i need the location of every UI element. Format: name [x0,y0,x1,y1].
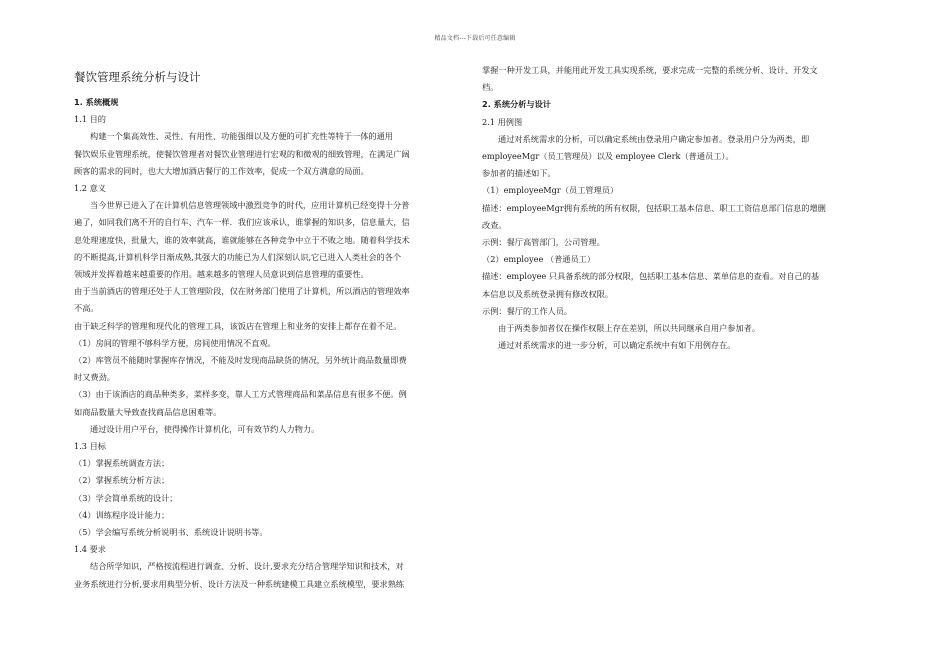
text-line: （1）employeeMgr（员工管理员） [482,185,619,196]
text-line: 遍了，如同我们离不开的自行车、汽车一样．我们应该承认，谁掌握的知识多，信息量大，信 [74,217,410,228]
text-line: 1.4 要求 [74,544,106,555]
text-line: （2）掌握系统分析方法； [74,475,170,486]
text-line: 档。 [482,82,499,93]
section-heading: 1. 系统概规 [74,97,119,107]
text-line: 顾客的需求的同时，也大大增加酒店餐厅的工作效率，促成一个双方满意的局面。 [74,165,369,176]
text-line: 当今世界已进入了在计算机信息管理领域中激烈竞争的时代，应用计算机已经变得十分普 [90,200,410,211]
text-line: 通过设计用户平台，使得操作计算机化，可有效节约人力物力。 [90,423,320,434]
text-line: 1.1 目的 [74,114,106,125]
text-line: 2.1 用例图 [482,116,523,127]
text-line: 掌握一种开发工具，并能用此开发工具实现系统，要求完成一完整的系统分析、设计、开发文 [482,65,818,75]
right-column [482,62,874,354]
text-line: 结合所学知识，严格按流程进行调查、分析、设计,要求充分结合管理学知识和技术，对 [90,561,404,572]
text-line: 1.2 意义 [74,183,106,194]
text-line: 领域并发挥着越来越重要的作用。越来越多的管理人员意识到信息管理的重要性。 [74,269,369,280]
page-header: 精品文档---下载后可任意编辑 [434,35,516,42]
document-title: 餐饮管理系统分析与设计 [74,70,201,84]
text-line: 息处理速度快，批量大，谁的效率就高，谁就能够在各种竞争中立于不败之地。随着科学技术 [74,234,410,245]
left-column [74,62,466,593]
text-line: 不高。 [74,303,99,314]
text-line: 描述：employeeMgr拥有系统的所有权限，包括职工基本信息、职工工资信息部门信息的增删 [482,202,826,213]
text-line: 参加者的描述如下。 [482,168,556,179]
text-line: （5）学会编写系统分析说明书、系统设计说明书等。 [74,527,268,538]
text-line: （2）库管员不能随时掌握库存情况，不能及时发现商品缺货的情况，另外统计商品数量即费 [74,355,407,366]
text-line: （4）训练程序设计能力； [74,509,170,520]
text-line: （3）学会简单系统的设计； [74,492,178,503]
text-line: （1）掌握系统调查方法； [74,458,170,469]
text-line: 由于当前酒店的管理还处于人工管理阶段，仅在财务部门使用了计算机，所以酒店的管理效率 [74,286,410,297]
right-body [482,62,874,354]
text-line: 时又费劲。 [74,372,115,383]
left-body [74,94,466,593]
text-line: 由于缺乏科学的管理和现代化的管理工具，该饭店在管理上和业务的安排上都存在着不足。 [74,320,402,331]
text-line: （3）由于该酒店的商品种类多，菜样多变，靠人工方式管理商品和菜品信息有很多不便。例 [74,389,407,400]
text-line: 描述：employee 只具备系统的部分权限，包括职工基本信息、菜单信息的查看。对自己的基 [482,271,820,282]
text-line: 餐饮娱乐业管理系统，使餐饮管理者对餐饮业管理进行宏观的和微观的细致管理，在满足广阔 [74,148,410,159]
text-line: 通过对系统需求的分析，可以确定系统由登录用户确定参加者。登录用户分为两类，即 [498,133,810,144]
text-line: （2）employee （普通员工） [482,254,596,265]
text-line: 改查。 [482,219,507,230]
text-line: 本信息以及系统登录拥有修改权限。 [482,288,614,299]
text-line: 构建一个集高效性、灵性、有用性、功能强细以及方便的可扩充性等特于一体的通用 [90,131,393,142]
text-line: 如商品数量大导致查找商品信息困难等。 [74,406,222,417]
text-line: 示例：餐厅的工作人员。 [482,305,573,316]
text-line: 由于两类参加者仅在操作权限上存在差别，所以共同继承自用户参加者。 [498,323,761,334]
text-line: 业务系统进行分析,要求用典型分析、设计方法及一种系统建模工具建立系统模型，要求熟练 [74,578,405,589]
text-line: 示例：餐厅高管部门，公司管理。 [482,237,605,248]
text-line: （1）房间的管理不够科学方便，房间使用情况不直观。 [74,337,276,348]
text-line: 通过对系统需求的进一步分析，可以确定系统中有如下用例存在。 [498,340,736,351]
text-line: 1.3 目标 [74,441,106,452]
text-line: 的不断提高,计算机科学日渐成熟,其强大的功能已为人们深刻认识,它已进入人类社会的各个 [74,251,402,262]
section-heading: 2. 系统分析与设计 [482,99,551,110]
text-line: employeeMgr（员工管理员）以及 employee Clerk（普通员工）。 [482,151,734,162]
